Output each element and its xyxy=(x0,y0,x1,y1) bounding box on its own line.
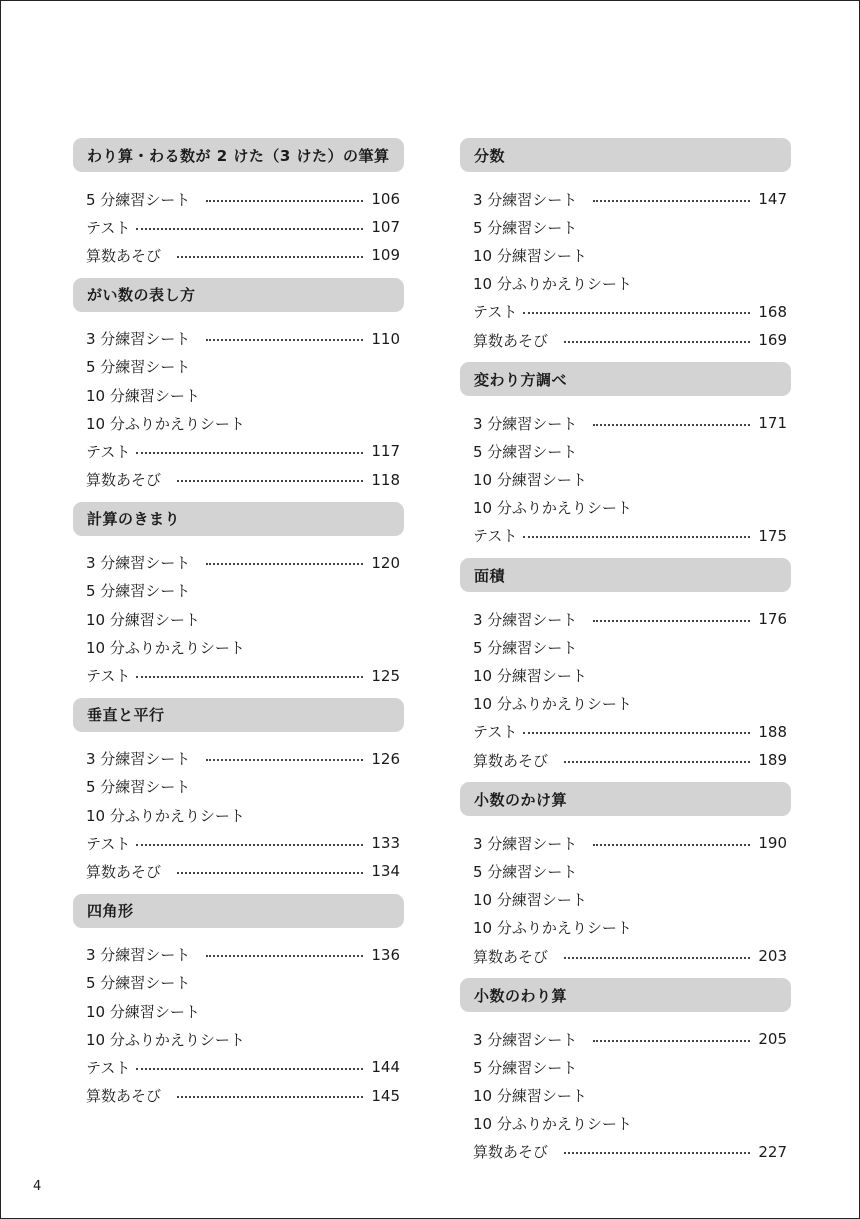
entry-label: 3 分練習シート xyxy=(86,750,191,769)
entry-label: 3 分練習シート xyxy=(86,946,191,965)
entry-page-number: 147 xyxy=(758,190,787,209)
entry-label: 10 分練習シート xyxy=(473,246,587,265)
section-entries xyxy=(460,592,791,782)
section-header: 変わり方調べ xyxy=(460,362,791,396)
toc-entry[interactable] xyxy=(460,914,791,942)
toc-entry[interactable] xyxy=(460,829,791,857)
entry-page-number: 117 xyxy=(371,442,400,461)
toc-section xyxy=(460,978,791,1174)
entry-label: 5 分練習シート xyxy=(86,190,191,209)
leader-dots xyxy=(523,731,750,734)
entry-label: 5 分練習シート xyxy=(86,582,191,601)
toc-section xyxy=(73,502,404,698)
toc-section xyxy=(73,138,404,278)
section-header: わり算・わる数が 2 けた（3 けた）の筆算 xyxy=(73,138,404,172)
entry-label: テスト xyxy=(473,527,518,546)
toc-entry[interactable] xyxy=(73,549,404,577)
toc-entry[interactable] xyxy=(460,1053,791,1081)
toc-section xyxy=(73,698,404,894)
toc-entry[interactable] xyxy=(73,1025,404,1053)
entry-label: 10 分練習シート xyxy=(86,1002,200,1021)
entry-label: 10 分練習シート xyxy=(473,471,587,490)
section-header: 小数のかけ算 xyxy=(460,782,791,816)
toc-entry[interactable] xyxy=(73,1082,404,1110)
entry-label: 5 分練習シート xyxy=(86,358,191,377)
entry-page-number: 110 xyxy=(371,329,400,348)
toc-entry[interactable] xyxy=(460,857,791,885)
entry-label: 算数あそび xyxy=(86,1087,162,1106)
entry-label: 10 分ふりかえりシート xyxy=(473,695,632,714)
leader-dots xyxy=(206,954,363,957)
toc-entry[interactable] xyxy=(460,605,791,633)
entry-label: テスト xyxy=(473,303,518,322)
entry-page-number: 190 xyxy=(758,834,787,853)
section-entries xyxy=(73,172,404,278)
toc-entry[interactable] xyxy=(73,409,404,437)
entry-label: 算数あそび xyxy=(86,246,162,265)
toc-entry[interactable] xyxy=(460,494,791,522)
toc-entry[interactable] xyxy=(460,185,791,213)
toc-entry[interactable] xyxy=(73,745,404,773)
toc-entry[interactable] xyxy=(73,577,404,605)
entry-label: 10 分ふりかえりシート xyxy=(473,1115,632,1134)
toc-entry[interactable] xyxy=(460,241,791,269)
entry-page-number: 188 xyxy=(758,722,787,741)
leader-dots xyxy=(564,956,750,959)
leader-dots xyxy=(136,1067,363,1070)
leader-dots xyxy=(593,619,750,622)
entry-label: 5 分練習シート xyxy=(473,218,578,237)
section-header: 計算のきまり xyxy=(73,502,404,536)
leader-dots xyxy=(564,1151,750,1154)
entry-label: 5 分練習シート xyxy=(86,974,191,993)
entry-label: 10 分練習シート xyxy=(473,1087,587,1106)
toc-entry[interactable] xyxy=(73,241,404,269)
entry-label: 算数あそび xyxy=(86,471,162,490)
toc-entry[interactable] xyxy=(460,437,791,465)
toc-entry[interactable] xyxy=(460,1082,791,1110)
entry-page-number: 133 xyxy=(371,834,400,853)
entry-page-number: 125 xyxy=(371,666,400,685)
toc-entry[interactable] xyxy=(73,605,404,633)
section-header: 四角形 xyxy=(73,894,404,928)
toc-entry[interactable] xyxy=(460,1138,791,1166)
toc-entry[interactable] xyxy=(460,270,791,298)
section-entries xyxy=(460,172,791,362)
section-entries xyxy=(460,816,791,978)
toc-entry[interactable] xyxy=(460,942,791,970)
entry-label: 3 分練習シート xyxy=(86,330,191,349)
entry-label: 10 分ふりかえりシート xyxy=(473,275,632,294)
entry-page-number: 227 xyxy=(758,1142,787,1161)
entry-label: 算数あそび xyxy=(86,862,162,881)
leader-dots xyxy=(177,1095,363,1098)
leader-dots xyxy=(136,451,363,454)
leader-dots xyxy=(206,338,363,341)
toc-entry[interactable] xyxy=(460,213,791,241)
toc-entry[interactable] xyxy=(460,886,791,914)
leader-dots xyxy=(523,535,750,538)
leader-dots xyxy=(136,675,363,678)
entry-page-number: 136 xyxy=(371,945,400,964)
toc-entry[interactable] xyxy=(460,522,791,550)
toc-entry[interactable] xyxy=(460,718,791,746)
toc-entry[interactable] xyxy=(73,633,404,661)
entry-label: 3 分練習シート xyxy=(473,1030,578,1049)
entry-label: 10 分ふりかえりシート xyxy=(86,638,245,657)
toc-entry[interactable] xyxy=(73,185,404,213)
entry-label: 3 分練習シート xyxy=(473,610,578,629)
entry-label: 算数あそび xyxy=(473,1143,549,1162)
toc-entry[interactable] xyxy=(73,773,404,801)
section-entries xyxy=(73,928,404,1118)
toc-entry[interactable] xyxy=(460,298,791,326)
entry-label: 5 分練習シート xyxy=(473,1058,578,1077)
leader-dots xyxy=(136,843,363,846)
leader-dots xyxy=(177,479,363,482)
entry-label: 3 分練習シート xyxy=(473,414,578,433)
entry-label: 算数あそび xyxy=(473,331,549,350)
toc-entry[interactable] xyxy=(73,437,404,465)
entry-label: テスト xyxy=(473,723,518,742)
page-number: 4 xyxy=(33,1179,42,1194)
entry-page-number: 145 xyxy=(371,1086,400,1105)
leader-dots xyxy=(136,227,363,230)
entry-label: 3 分練習シート xyxy=(473,190,578,209)
entry-page-number: 144 xyxy=(371,1058,400,1077)
toc-entry[interactable] xyxy=(460,633,791,661)
entry-page-number: 118 xyxy=(371,470,400,489)
section-entries xyxy=(460,1012,791,1174)
toc-entry[interactable] xyxy=(460,746,791,774)
entry-label: 10 分ふりかえりシート xyxy=(473,919,632,938)
entry-label: 3 分練習シート xyxy=(86,554,191,573)
entry-label: 算数あそび xyxy=(473,947,549,966)
leader-dots xyxy=(206,199,363,202)
entry-page-number: 168 xyxy=(758,302,787,321)
toc-entry[interactable] xyxy=(73,381,404,409)
leader-dots xyxy=(593,199,750,202)
entry-label: 5 分練習シート xyxy=(473,862,578,881)
entry-label: テスト xyxy=(86,442,131,461)
leader-dots xyxy=(564,760,750,763)
entry-label: 10 分ふりかえりシート xyxy=(86,414,245,433)
entry-page-number: 106 xyxy=(371,190,400,209)
entry-label: 10 分練習シート xyxy=(473,891,587,910)
section-header: 垂直と平行 xyxy=(73,698,404,732)
toc-entry[interactable] xyxy=(73,213,404,241)
entry-label: 算数あそび xyxy=(473,751,549,770)
toc-entry[interactable] xyxy=(460,409,791,437)
entry-label: テスト xyxy=(86,834,131,853)
section-entries xyxy=(460,396,791,558)
section-header: 面積 xyxy=(460,558,791,592)
leader-dots xyxy=(177,255,363,258)
entry-label: 10 分練習シート xyxy=(86,386,200,405)
entry-page-number: 205 xyxy=(758,1030,787,1049)
entry-label: 10 分ふりかえりシート xyxy=(86,1030,245,1049)
entry-page-number: 203 xyxy=(758,947,787,966)
entry-page-number: 109 xyxy=(371,246,400,265)
toc-right-column xyxy=(460,138,791,1174)
entry-label: 5 分練習シート xyxy=(86,778,191,797)
toc-entry[interactable] xyxy=(73,325,404,353)
leader-dots xyxy=(564,340,750,343)
entry-label: テスト xyxy=(86,667,131,686)
toc-section xyxy=(460,558,791,782)
section-header: がい数の表し方 xyxy=(73,278,404,312)
toc-entry[interactable] xyxy=(460,466,791,494)
toc-section xyxy=(73,278,404,502)
toc-entry[interactable] xyxy=(460,1110,791,1138)
entry-page-number: 120 xyxy=(371,553,400,572)
entry-page-number: 126 xyxy=(371,749,400,768)
leader-dots xyxy=(206,562,363,565)
entry-page-number: 189 xyxy=(758,751,787,770)
toc-entry[interactable] xyxy=(73,829,404,857)
toc-section xyxy=(73,894,404,1118)
section-header: 分数 xyxy=(460,138,791,172)
entry-page-number: 176 xyxy=(758,610,787,629)
entry-label: 10 分ふりかえりシート xyxy=(86,806,245,825)
leader-dots xyxy=(593,843,750,846)
leader-dots xyxy=(206,758,363,761)
entry-label: テスト xyxy=(86,1058,131,1077)
entry-label: 10 分練習シート xyxy=(86,610,200,629)
section-header: 小数のわり算 xyxy=(460,978,791,1012)
toc-entry[interactable] xyxy=(73,857,404,885)
entry-page-number: 107 xyxy=(371,218,400,237)
toc-left-column xyxy=(73,138,404,1118)
toc-entry[interactable] xyxy=(460,661,791,689)
entry-label: テスト xyxy=(86,218,131,237)
toc-entry[interactable] xyxy=(73,661,404,689)
toc-entry[interactable] xyxy=(73,941,404,969)
toc-entry[interactable] xyxy=(460,326,791,354)
entry-label: 10 分ふりかえりシート xyxy=(473,499,632,518)
entry-page-number: 171 xyxy=(758,414,787,433)
toc-entry[interactable] xyxy=(73,353,404,381)
entry-label: 5 分練習シート xyxy=(473,442,578,461)
toc-entry[interactable] xyxy=(73,969,404,997)
section-entries xyxy=(73,536,404,698)
toc-entry[interactable] xyxy=(73,1053,404,1081)
leader-dots xyxy=(523,311,750,314)
leader-dots xyxy=(593,423,750,426)
toc-section xyxy=(460,782,791,978)
toc-section xyxy=(460,362,791,558)
section-entries xyxy=(73,732,404,894)
toc-section xyxy=(460,138,791,362)
toc-entry[interactable] xyxy=(73,466,404,494)
section-entries xyxy=(73,312,404,502)
leader-dots xyxy=(177,871,363,874)
toc-entry[interactable] xyxy=(73,801,404,829)
entry-page-number: 134 xyxy=(371,862,400,881)
entry-label: 10 分練習シート xyxy=(473,667,587,686)
leader-dots xyxy=(593,1039,750,1042)
toc-entry[interactable] xyxy=(460,690,791,718)
toc-entry[interactable] xyxy=(460,1025,791,1053)
toc-entry[interactable] xyxy=(73,997,404,1025)
entry-page-number: 169 xyxy=(758,331,787,350)
entry-page-number: 175 xyxy=(758,526,787,545)
entry-label: 5 分練習シート xyxy=(473,638,578,657)
entry-label: 3 分練習シート xyxy=(473,834,578,853)
